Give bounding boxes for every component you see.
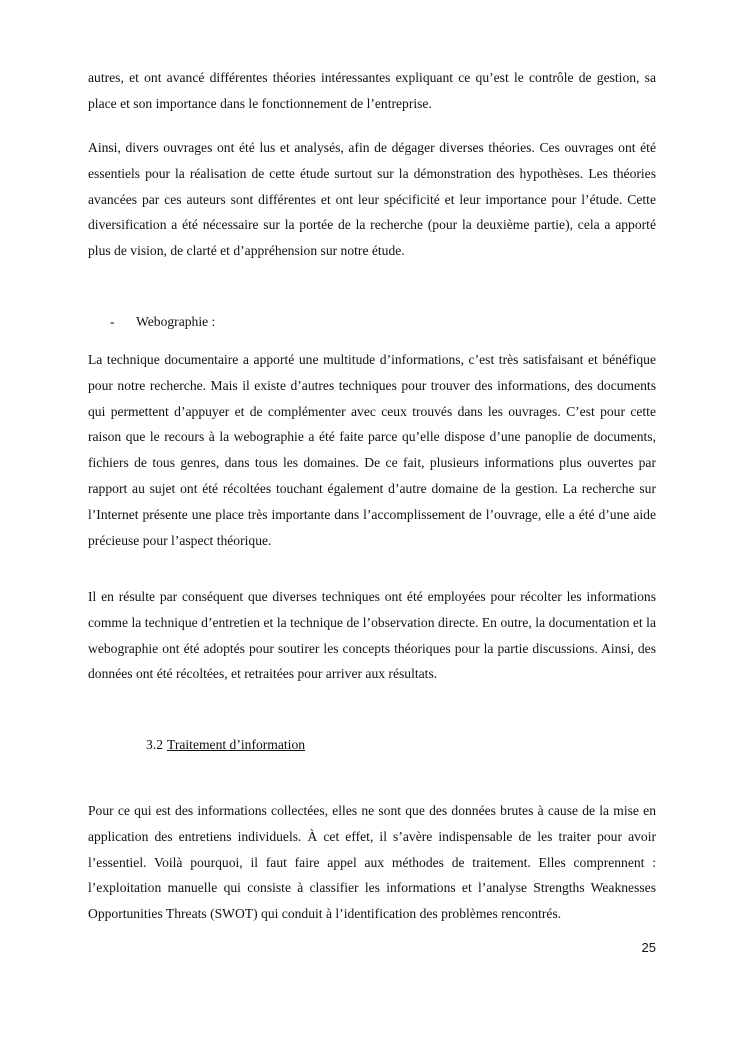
section-number: 3.2 [146, 737, 163, 752]
section-heading [146, 732, 305, 757]
paragraph-intro-continuation: autres, et ont avancé différentes théories intéressantes expliquant ce qu’est le contrôle de gestion, sa place et son importance dans le fonctionnement de l’entreprise. [88, 70, 656, 111]
bullet-webographie [110, 309, 215, 334]
paragraph-webographie: La technique documentaire a apporté une multitude d’informations, c’est très satisfaisant et bénéfique pour notre recherche. Mais il existe d’autres techniques pour trouver des informations, des documents qui permettent d’appuyer et de complémenter avec ceux trouvés dans les ouvrages. C’est pour cette raison que le recours à la webographie a été faite parce qu’elle dispose d’une panoplie de documents, fichiers de tous genres, dans tous les domaines. De ce fait, plusieurs informations plus ouvertes par rapport au sujet ont été récoltées touchant également d’autre domaine de la gestion. La recherche sur l’Internet présente une place très importante dans l’accomplissement de l’ouvrage, elle a été d’une aide précieuse pour l’aspect théorique. [88, 352, 656, 548]
paragraph-ouvrages: Ainsi, divers ouvrages ont été lus et analysés, afin de dégager diverses théories. Ces ouvrages ont été essentiels pour la réalisation de cette étude surtout sur la démonstration des hypothèses. Les théories avancées par ces auteurs sont différentes et ont leur spécificité et leur importance pour l’étude. Cette diversification a été nécessaire sur la portée de la recherche (pour la deuxième partie), cela a apporté plus de vision, de clarté et d’appréhension sur notre étude. [88, 140, 656, 259]
page-number: 25 [641, 940, 656, 955]
bullet-marker: - [110, 314, 115, 329]
bullet-label: Webographie : [136, 314, 216, 329]
paragraph-traitement: Pour ce qui est des informations collectées, elles ne sont que des données brutes à cause de la mise en application des entretiens individuels. À cet effet, il s’avère indispensable de les traiter pour avoir l’essentiel. Voilà pourquoi, il faut faire appel aux méthodes de traitement. Elles comprennent : l’exploitation manuelle qui consiste à classifier les informations et l’analyse Strengths Weaknesses Opportunities Threats (SWOT) qui conduit à l’identification des problèmes rencontrés. [88, 803, 656, 922]
paragraph-conclusion-techniques: Il en résulte par conséquent que diverses techniques ont été employées pour récolter les informations comme la technique d’entretien et la technique de l’observation directe. En outre, la documentation et la webographie ont été adoptés pour soutirer les concepts théoriques pour la partie discussions. Ainsi, des données ont été récoltées, et retraitées pour arriver aux résultats. [88, 589, 656, 682]
section-title: Traitement d’information [167, 737, 306, 752]
